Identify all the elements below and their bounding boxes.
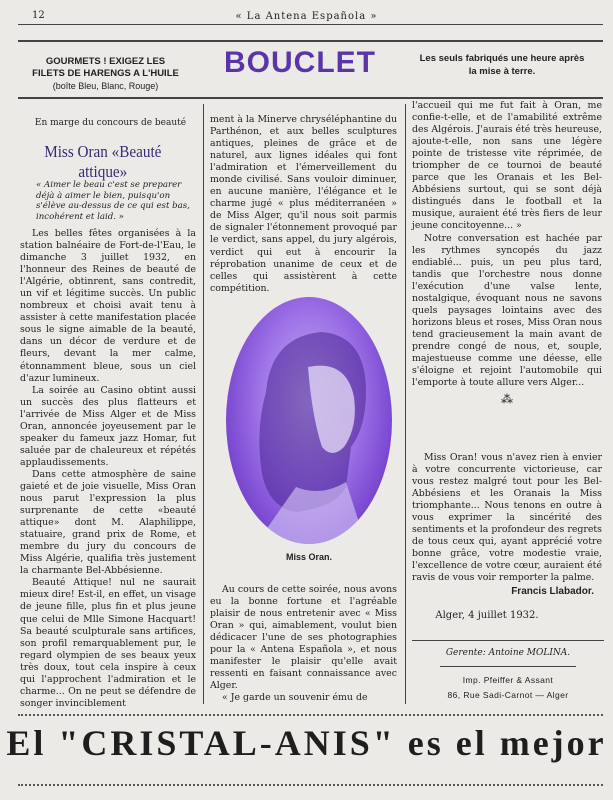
ad-bottom-rule	[18, 97, 603, 99]
printer-address: 86, Rue Sadi-Carnot — Alger	[447, 690, 569, 700]
author-signature: Francis Llabador.	[511, 586, 594, 597]
paragraph: Au cours de cette soirée, nous avons eu la bonne fortune et l'agréable plaisir de nous entretenir avec « Miss Oran » qui, aimablement, voulut bien dédicacer l'une de ses photographies pour la « Antena Española », et nous manifester le plaisir qu'elle avait ressenti en faisant connaissance avec Alger.	[210, 584, 397, 692]
article-column-2-bottom	[210, 584, 397, 704]
article-column-1	[20, 228, 196, 710]
header-rule	[18, 24, 603, 25]
dateline: Alger, 4 juillet 1932.	[435, 610, 539, 621]
paragraph: Miss Oran! vous n'avez rien à envier à votre concurrente victorieuse, car vous restez malgré tout pour les Bel-Abbésiens et les Oranais la Miss triomphante... Nous tenons en outre à vous exprimer la sincérité des sentiments et la profondeur des regrets de tous ceux qui, ayant apprécié votre bonne grâce, votre modestie vraie, l'excellence de votre cœur, auraient été ravis de vous voir remporter la palme.	[412, 452, 602, 584]
column-divider-1	[203, 104, 204, 704]
printer-name: Imp. Pfeiffer & Assant	[462, 675, 554, 685]
ad-bottom-border-top	[18, 714, 603, 716]
ad-right-line1: Les seuls fabriqués une heure après	[419, 53, 585, 64]
ad-brand: BOUCLET	[224, 46, 376, 79]
page-number: 12	[32, 10, 45, 21]
footer-rule	[412, 640, 604, 641]
running-title: « La Antena Española »	[235, 11, 378, 22]
paragraph: Beauté Attique! nul ne saurait mieux dire! Est-il, en effet, un visage de jeune fille, plus fin et plus jeune que celui de Mlle Simone Hacquart! Sa beauté sculpturale sans artifices, son profil remarquablement pur, le regard olympien de ses beaux yeux très doux, tout cela inspire à ceux qui l'approchent l'admiration et le charme... On ne peut se défendre de songer invinciblement	[20, 577, 196, 709]
portrait-illustration	[226, 297, 392, 544]
ad-left-line2: FILETS DE HARENGS A L'HUILE	[32, 68, 179, 79]
ad-left-text	[18, 56, 193, 92]
paragraph: Les belles fêtes organisées à la station balnéaire de Fort-de-l'Eau, le dimanche 3 juillet 1932, en l'honneur des Reines de beauté de l'Algérie, obtinrent, sans contredit, un vif et légitime succès. Un public nombreux et choisi avait tenu à assister à cette manifestation placée sous le signe aimable de la beauté, dans un décor de verdure et de fleurs, devant la mer calme, étonnamment bleue, sous un ciel d'azur lumineux.	[20, 228, 196, 384]
article-column-3-bottom	[412, 452, 602, 585]
running-head	[0, 6, 613, 24]
ad-right-text	[402, 52, 602, 78]
photo-caption: Miss Oran.	[285, 552, 332, 562]
printer-rule	[440, 666, 576, 667]
paragraph: « Je garde un souvenir ému de	[222, 692, 368, 704]
ad-bottom-border-bottom	[18, 784, 603, 786]
article-column-3-top	[412, 100, 602, 409]
section-stars: ⁂	[501, 392, 513, 407]
ad-top-rule	[18, 40, 603, 42]
ad-right-line2: la mise à terre.	[468, 66, 536, 77]
miss-oran-photo	[226, 297, 392, 544]
column-divider-2	[405, 104, 406, 704]
article-column-2-top	[210, 114, 397, 295]
article-headline: Miss Oran «Beauté attique»	[44, 142, 162, 181]
paragraph: Notre conversation est hachée par les rythmes syncopés du jazz endiablé... puis, un peu plus tard, tandis que l'orchestre nous donne l'exécution d'une valse lente, nostalgique, évoquant nous ne savons quels paysages lointains avec des horizons bleus et roses, Miss Oran nous tend gracieusement la main avant de prendre congé de nous, et, souple, majestueuse comme une déesse, elle s'éloigne et rejoint l'automobile qui l'emporte à toute allure vers Alger...	[412, 232, 603, 389]
article-epigraph: « Aimer le beau c'est se preparer déjà à aimer le bien, puisqu'on s'élève au-dessus de ce qui est bas, incohérent et laid. »	[36, 180, 190, 222]
article-kicker: En marge du concours de beauté	[34, 118, 187, 128]
gerente-line: Gerente: Antoine MOLINA.	[445, 648, 571, 658]
paragraph: ment à la Minerve chryséléphantine du Parthénon, et aux belles sculptures antiques, pleines de grâce et de naturel, aux lignes idéales qui font l'admiration et l'émerveillement du monde civilisé. Sans vouloir diminuer, en aucune manière, l'élégance et le charme jugé « plus méditerranéen » de Miss Alger, qu'il nous soit parmis de signaler l'étonnement provoqué par le verdict, sans appel, du jury algérois, verdict qui eut à encourir la réprobation unanime de ceux et de celles qui assistèrent à cette compétition.	[210, 114, 397, 294]
paragraph: La soirée au Casino obtint aussi un succès des plus flatteurs et l'arrivée de Miss Alger et de Miss Oran, annoncée joyeusement par le speaker du fameux jazz Homar, fut saluée par de chaleureux et répétés applaudissements.	[20, 384, 196, 468]
paragraph: l'accueil qui me fut fait à Oran, me confie-t-elle, et de l'amabilité extrême des Algérois. J'aurais été très heureuse, ajoute-t-elle, non sans une légère pointe de tristesse vite réprimée, de triompher de ce tournoi de beauté parce que les Oranais et les Bel-Abbésiens surtout, qui se sont déjà distingués dans le football et la musique, auraient été très fiers de leur jeune concitoyenne... »	[412, 100, 602, 232]
paragraph: Dans cette atmosphère de saine gaieté et de joie visuelle, Miss Oran nous parut l'expression la plus surprenante de cette «beauté attique» dont M. Alaphilippe, statuaire, grand prix de Rome, et membre du jury du concours de Miss Algérie, qualifia très justement la charmante Bel-Abbésienne.	[20, 468, 196, 577]
ad-left-line1: GOURMETS ! EXIGEZ LES	[45, 56, 166, 67]
ad-left-line3: (boîte Bleu, Blanc, Rouge)	[52, 81, 159, 91]
ad-cristal-anis: El "CRISTAL-ANIS" es el mejor	[6, 723, 607, 763]
